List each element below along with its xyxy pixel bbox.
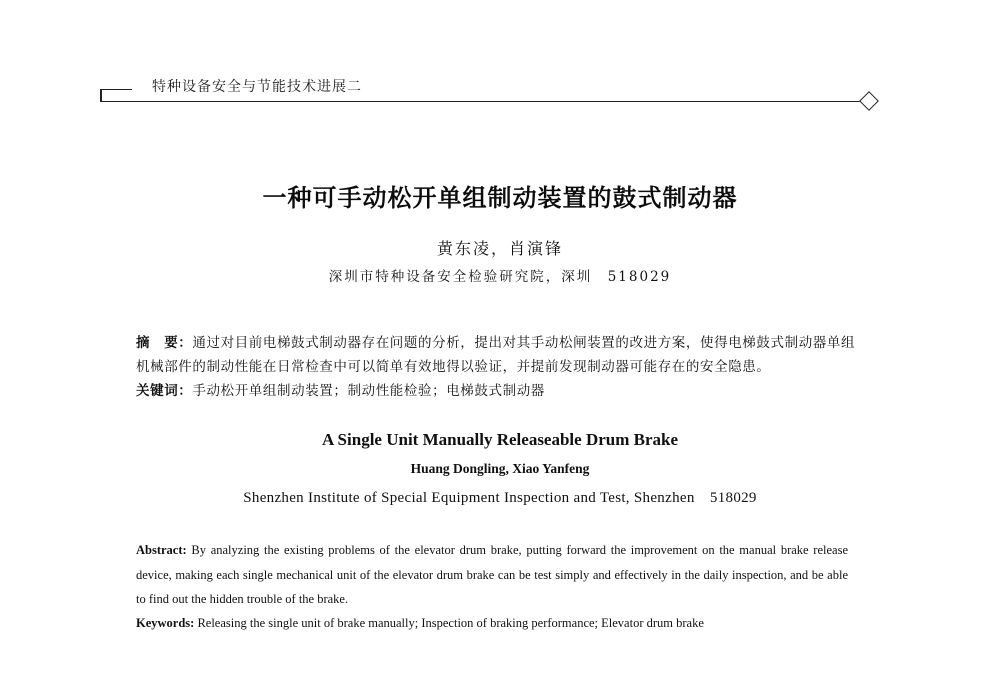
header-rule	[100, 101, 860, 102]
keywords-zh-label: 关键词：	[136, 383, 193, 399]
keywords-en-label: Keywords:	[136, 616, 195, 630]
abstract-en-text: By analyzing the existing problems of the elevator drum brake, putting forward the improvement on the manual brake release device, making each single mechanical unit of the elevator drum brake can be test simply and effectively in the daily inspection, and be able to find out the hidden trouble of the brake.	[136, 543, 848, 606]
affiliation-en: Shenzhen Institute of Special Equipment Inspection and Test, Shenzhen 518029	[243, 490, 757, 506]
paper-title-en: A Single Unit Manually Releaseable Drum Brake	[321, 430, 679, 449]
abstract-en-label: Abstract:	[136, 543, 187, 557]
diamond-ornament-icon	[859, 91, 879, 111]
abstract-zh-text: 通过对目前电梯鼓式制动器存在问题的分析，提出对其手动松闸装置的改进方案，使得电梯鼓式制动器单组机械部件的制动性能在日常检查中可以简单有效地得以验证，并提前发现制动器可能存在的安全隐患。	[136, 335, 856, 375]
abstract-en	[136, 538, 848, 612]
keywords-en	[136, 611, 848, 636]
keywords-zh-paragraph	[136, 379, 860, 403]
authors-en: Huang Dongling, Xiao Yanfeng	[410, 461, 590, 476]
keywords-en-text: Releasing the single unit of brake manually; Inspection of braking performance; Elevator drum brake	[194, 616, 704, 630]
running-header-title: 特种设备安全与节能技术进展二	[152, 79, 362, 95]
paper-title-zh: 一种可手动松开单组制动装置的鼓式制动器	[262, 183, 738, 212]
abstract-zh-label: 摘 要：	[136, 335, 193, 351]
affiliation-zh: 深圳市特种设备安全检验研究院，深圳 518029	[328, 269, 672, 285]
abstract-zh	[136, 331, 860, 403]
header-rule-short-top	[100, 89, 132, 90]
abstract-zh-paragraph	[136, 331, 860, 379]
authors-zh: 黄东凌，肖演锋	[436, 239, 563, 258]
keywords-zh-text: 手动松开单组制动装置；制动性能检验；电梯鼓式制动器	[192, 383, 545, 399]
